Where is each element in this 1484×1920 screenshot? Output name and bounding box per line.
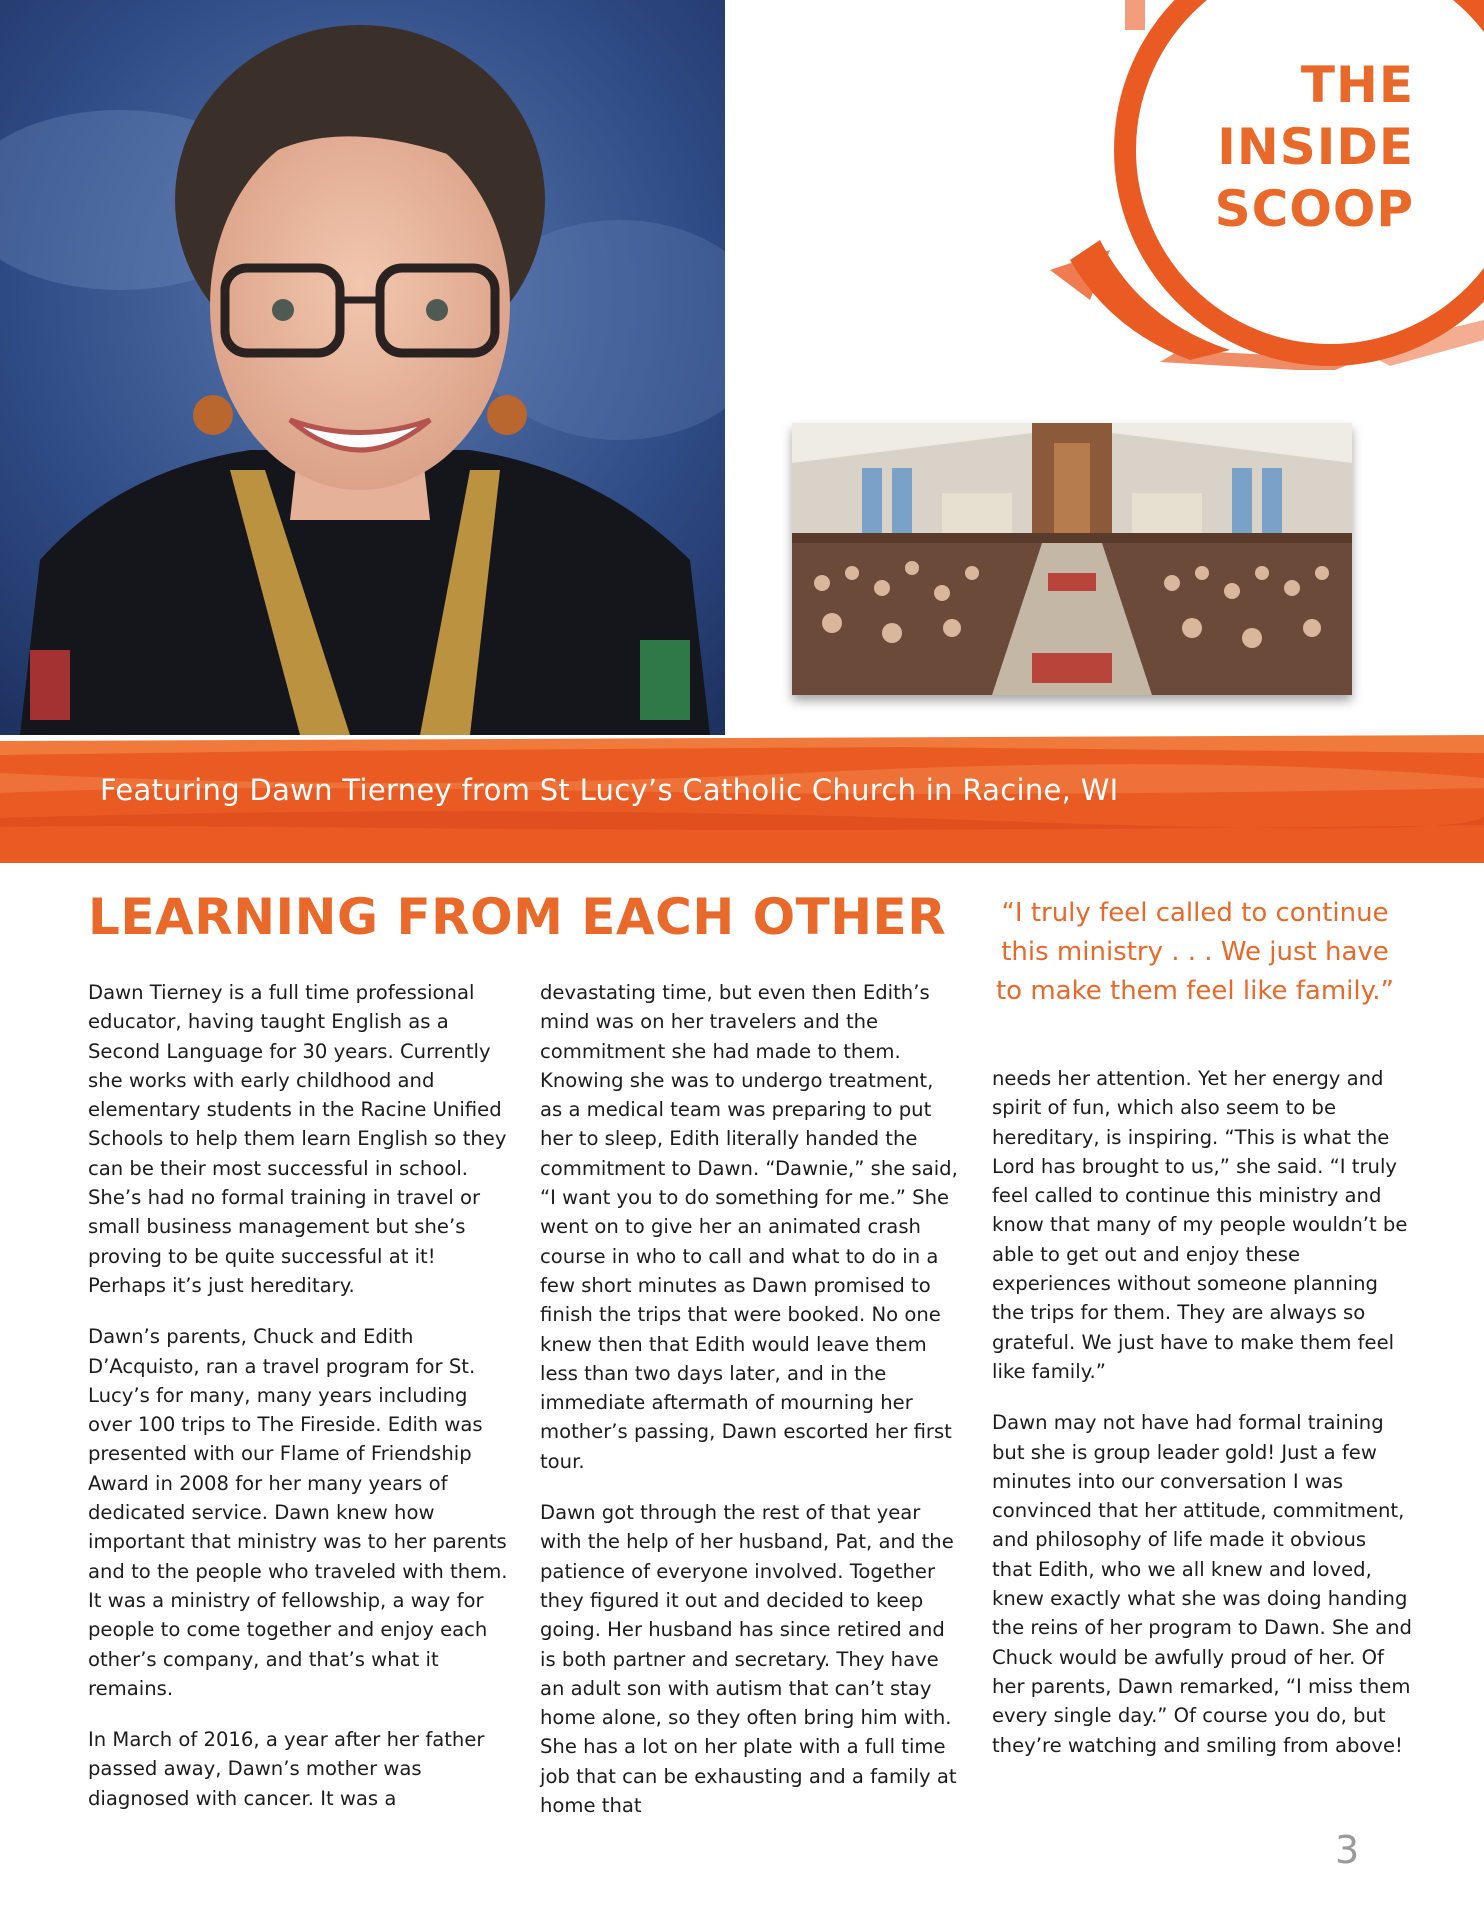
page-number: 3 <box>1335 1828 1360 1872</box>
logo-line-the: THE <box>1300 56 1414 114</box>
article-headline: LEARNING FROM EACH OTHER <box>88 888 947 946</box>
paragraph: Dawn got through the rest of that year with the help of her husband, Pat, and the patience of everyone involved. Together they figured it out and decided to keep going. Her husband has since retired and is both partner and secretary. They have an adult son with autism that can’t stay home alone, so they often bring him with. She has a lot on her plate with a full time job that can be exhausting and a family at home that <box>540 1501 957 1818</box>
banner-text: Featuring Dawn Tierney from St Lucy’s Catholic Church in Racine, WI <box>100 773 1119 807</box>
pull-quote: “I truly feel called to continue this ministry . . . We just have to make them feel like family.” <box>995 898 1395 1006</box>
paragraph: Dawn Tierney is a full time professional educator, having taught English as a Second Language for 30 years. Currently she works with early childhood and elementary students in the Racine Unified Schools to help them learn English so they can be their most successful in school. She’s had no formal training in travel or small business management but she’s proving to be quite successful at it! Perhaps it’s just hereditary. <box>88 981 507 1297</box>
feature-banner <box>0 733 1484 863</box>
paragraph: Dawn may not have had formal training but she is group leader gold! Just a few minutes into our conversation I was convinced that her attitude, commitment, and philosophy of life made it obvious that Edith, who we all knew and loved, knew exactly what she was doing handing the reins of her program to Dawn. She and Chuck would be awfully proud of her. Of her parents, Dawn remarked, “I miss them every single day.” Of course you do, but they’re watching and smiling from above! <box>992 1411 1412 1757</box>
logo-line-scoop: SCOOP <box>1214 180 1414 238</box>
article-column-2 <box>540 978 960 1842</box>
paragraph: In March of 2016, a year after her father passed away, Dawn’s mother was diagnosed with cancer. It was a <box>88 1728 485 1810</box>
logo-line-inside: INSIDE <box>1217 118 1414 176</box>
church-interior-photo <box>792 423 1352 695</box>
article-column-3 <box>992 1064 1412 1782</box>
paragraph: devastating time, but even then Edith’s mind was on her travelers and the commitment she had made to them. Knowing she was to undergo treatment, as a medical team was preparing to put her to sleep, Edith literally handed the commitment to Dawn. “Dawnie,” she said, “I want you to do something for me.” She went on to give her an animated crash course in who to call and what to do in a few short minutes as Dawn promised to finish the trips that were booked. No one knew then that Edith would leave them less than two days later, and in the immediate aftermath of mourning her mother’s passing, Dawn escorted her first tour. <box>540 981 958 1473</box>
paragraph: Dawn’s parents, Chuck and Edith D’Acquisto, ran a travel program for St. Lucy’s for many, many years including over 100 trips to The Fireside. Edith was presented with our Flame of Friendship Award in 2008 for her many years of dedicated service. Dawn knew how important that ministry was to her parents and to the people who traveled with them. It was a ministry of fellowship, a way for people to come together and enjoy each other’s company, and that’s what it remains. <box>88 1325 508 1700</box>
article-column-1 <box>88 978 508 1835</box>
portrait-photo <box>0 0 725 735</box>
inside-scoop-logo <box>1030 0 1484 370</box>
paragraph: needs her attention. Yet her energy and spirit of fun, which also seem to be hereditary, is inspiring. “This is what the Lord has brought to us,” she said. “I truly feel called to continue this ministry and know that many of my people wouldn’t be able to get out and enjoy these experiences without someone planning the trips for them. They are always so grateful. We just have to make them feel like family.” <box>992 1067 1408 1383</box>
